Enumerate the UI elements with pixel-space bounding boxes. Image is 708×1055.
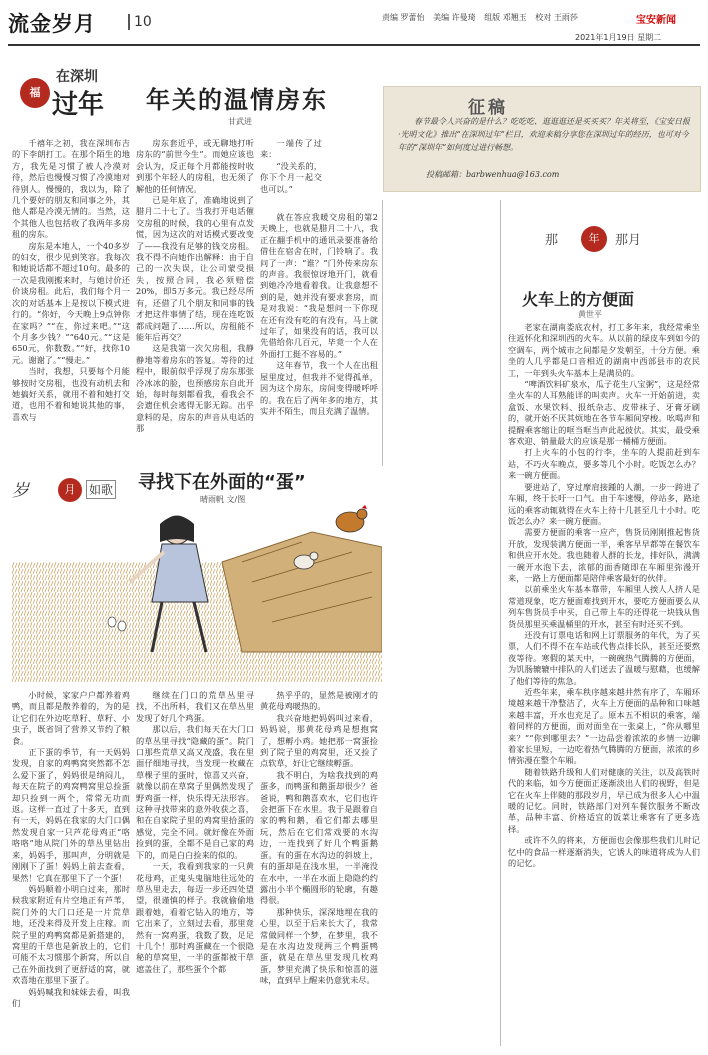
header-rule <box>8 44 700 46</box>
column-divider <box>500 200 501 1046</box>
paragraph: 房东套近乎，或无聊地打听房东的“前世今生”。而她应该也会认为，反正每个月都能按时收到那个年轻人的房租，也无须了解他的任何情况。 <box>136 138 254 194</box>
call-title: 征稿 <box>468 98 508 118</box>
paragraph: 这是我第一次欠房租，我静静地等着房东的答复。等待的过程中，眼前似乎浮现了房东那张冷冰冰的脸，也预感房东自此开始，每时每刻都看我，看我会不会遗住机会逃得无影无踪。出乎意料的是，房东的声音从电话的那 <box>136 343 254 434</box>
article1-column-3b <box>260 212 378 460</box>
paragraph: 要进站了，穿过摩肩接踵的人潮，一步一跨进了车厢，终于长吁一口气。由于车速慢，停站多，路途远的乘客动辄就得在火车上待十几甚至几十小时。吃饭怎么办？来一碗方便面。 <box>508 481 700 526</box>
issue-date: 2021年1月19日 星期二 <box>575 33 662 42</box>
article2-column-1 <box>12 690 130 1046</box>
paragraph: 千禧年之初，我在深圳布吉的下李朗打工。在那个陌生的地方，我先是习惯了被人冷漠对待，然后也慢慢习惯了冷漠地对待别人。慢慢的，我以为，除了几个要好的朋友和同事之外，其他人都是冷漠无情的。当然，这个其他人也包括收了我两年多房租的房东。 <box>12 138 130 240</box>
article2-column-3 <box>260 690 378 1046</box>
tag-right: 如歌 <box>86 480 116 499</box>
paragraph: 就在答应我暖交房租的第2天晚上，也就是腊月二十八，我正在翻手机中的通讯录要准备给借住在宿舍在时，门铃响了。我问了一声：“谁？”门外传来房东的声音。我很惊讶地开门，就看到她冷冷地看着我。让我意想不到的是，她并没有要求套房，而是对我说：“我是想问一下你现在还有没有吃的有没有，马上就过年了，如果没有的话，我可以先借给你几百元，毕竟一个人在外面打工挺不容易的。” <box>260 212 378 359</box>
newspaper-logo: 宝安新闻 <box>636 15 676 26</box>
paragraph: 还没有订票电话和网上订票服务的年代，为了买票，人们不得不在车站或代售点排长队，甚至还要熬夜等待。寒假的某天中，一碗碗热气腾腾的方便面，为饥肠辘辘中排队的人们送去了温暖与慰藉，也缓解了他们等待的焦急。 <box>508 629 700 686</box>
paragraph: 老家在湖南娄底农村，打工多年来，我经常乘坐往返怀化和深圳西的火车。从以前的绿皮车到如今的空调车，两个城市之间都是夕发朝至，十分方便。乘坐的人几乎都是口音相近的湖南中西部县市的农民工，一年到头火车基本上是满员的。 <box>508 322 700 378</box>
paragraph: 一端传了过来： <box>260 138 322 160</box>
paragraph: 我兴奋地把妈妈叫过来看，妈妈说，那黄花母鸡是想抱窝了，想孵小鸡。她把那一窝蛋捡到了院子里的鸡窝里，还又捡了点软草，好让它继续孵蛋。 <box>260 712 378 769</box>
paragraph: “没关系的，你下个月一起交也可以。” <box>260 160 322 194</box>
paragraph: 那种快乐，深深地埋在我的心里，以至于后来长大了，我常常做同样一个梦，在梦里，我不是在水沟边发现两三个鸭蛋鸭蛋，就是在草丛里发现几枚鸡蛋，梦里充满了快乐和惊喜的滋味，直到早上醒来仍意犹未尽。 <box>260 906 378 986</box>
tag-right: 那月 <box>615 233 642 248</box>
article1-column-1 <box>12 138 130 460</box>
paragraph: 近些年来，乘车秩序越来越井然有序了，车厢环境越来越干净整洁了，火车上方便面的品种和口味越来越丰富，开水也充足了。原本五不相识的乘客，端着同样的方便面，面对面坐在一张桌上，“你从哪里来？”“你到哪里去？”一边品尝着浓浓的乡情一边聊着家长里短，一边吃着热气腾腾的方便面，浓浓的乡情弥漫在整个车厢。 <box>508 687 700 766</box>
illustration-girl-chickens <box>12 502 382 682</box>
chicken-icon <box>336 505 367 532</box>
credit-editor: 责编 罗蕾怡 <box>382 13 425 22</box>
article3-title: 火车上的方便面 <box>522 290 635 309</box>
paragraph: 小时候，家家户户都养着鸡鸭，而且都是散养着的，为的是让它们在外边吃草籽、草籽、小虫子，既省饲了营养又节约了粮食。 <box>12 690 130 746</box>
tag-circle-icon: 年 <box>581 226 607 252</box>
page-number: 10 <box>128 14 152 30</box>
column-tag-nanian <box>545 226 663 252</box>
call-text: 春节最令人兴奋的是什么？吃吃吃、逛逛逛还是买买买？年关将至，《宝安日报·光明文化》推出“在深圳过年”栏目，欢迎来稿分享您在深圳过年的经历，也可对今年的“深圳年”如何度过进行畅想。 <box>398 117 690 152</box>
article2-title: 寻找下在外面的“蛋” <box>138 472 306 493</box>
paragraph: 或许不久的将来，方便面也会像那些我们儿时记忆中的食品一样逐渐消失，它诱人的味道将成为人们的记忆。 <box>508 835 700 869</box>
article1-column-2 <box>136 138 254 460</box>
call-for-submissions <box>383 86 701 192</box>
section-title: 流金岁月 <box>8 12 96 36</box>
credit-proof: 校对 王雨莎 <box>535 13 578 22</box>
article1-column-3a <box>260 138 322 208</box>
paragraph: “啤酒饮料矿泉水，瓜子花生八宝粥”，这是经常坐火车的人耳熟能详的叫卖声。火车一开始前进，卖盒饭、水果饮料、报纸杂志、皮带袜子、牙膏牙刷的，就开始不厌其烦地在各节车厢间穿梭。吆喝声和提醒乘客缩让的哐当哐当声此起彼伏。其实，最受乘客欢迎、销量最大的应该是那一桶桶方便面。 <box>508 379 700 447</box>
paragraph: 继续在门口的荒草丛里寻找，不出所料，我们又在草丛里发现了好几个鸡蛋。 <box>136 690 254 723</box>
paragraph: 热乎乎的，显然是被刚才的黄花母鸡暖热的。 <box>260 690 378 712</box>
fu-seal-icon: 福 <box>20 78 50 108</box>
article3-byline: 黄世平 <box>578 310 602 319</box>
paragraph: 房东是本地人，一个40多岁的妇女，很少见到笑容。我每次和她说话都不超过10句。最多的一次是我刚搬来时，与她讨价还价谈房租。此后，我们每个月一次的对话基本上是按以下模式进行的。“你好，今天晚上9点钟你在家吗？”“在，你过来吧。”“这个月多少钱？”“640元。”“这是650元，你数数。”“好，找你10元。谢谢了。”“慢走。” <box>12 240 130 365</box>
editor-credits <box>382 12 584 23</box>
paragraph: 正下蛋的季节，有一天妈妈发现，自家的鸡鸭窝突然都不怎么爱下蛋了，妈妈很是纳闷儿，每天在院子的鸡窝鸭窝里总捡蛋却只捡到一两个，常常无功而返。这样一直过了十多天，直到有一天，妈妈在我家的大门口偶然发现自家一只芦花母鸡正“咯咯咯”地从院门外的草丛里钻出来，妈妈手，那叫声，分明就是刚刚下了蛋！妈妈上前去查看，果然！它真在那里下了一个蛋！ <box>12 747 130 883</box>
paragraph: 打上火车的小包的行李，坐车的人提前赶到车站，不巧火车晚点，要多等几个小时。吃饭怎么办？来一碗方便面。 <box>508 447 700 481</box>
call-email: 投稿邮箱：barbwenhua@163.com <box>426 170 560 179</box>
paragraph: 当时，我想，只要每个月能够按时交房租，也没有动机去和她搞好关系，就用不着和她打交道，也用不着和她说其他的事，喜欢与 <box>12 366 130 422</box>
paragraph: 这年春节，我一个人在出租屋里度过，但我并不觉得孤单，因为这个房东，房间变得暖呼呼的。我在后了两年多的地方，其实并不陌生，而且充满了温情。 <box>260 360 378 416</box>
article2-column-2 <box>136 690 254 1046</box>
paragraph: 需要方便面的乘客一应产，售货员刚刚推起售货开放，发现装满方便面一半，乘客早早都等在餐饮车和供应开水处。我也随着人群的长龙，排好队，满满一碗开水泡下去，浓郁的面香随即在车厢里弥漫开来，一路上方便面都是陪伴乘客最好的伙伴。 <box>508 527 700 583</box>
paragraph: 那以后，我们每天在大门口的草丛里寻找“隐藏的蛋”。院门口那些荒草又高又茂盛，我在里面仔细地寻找，当发现一枚藏在草棵子里的蛋时，惊喜又兴奋，就像以前在草窝子里偶然发现了野鸡蛋一样，快乐得无法形容。这种寻找带来的意外收获之喜，和在自家院子里的鸡窝里拾蛋的感觉，完全不同。就好像在外面捡到的蛋，全都不是自己家的鸡下的，而是白白捡来的似的。 <box>136 724 254 860</box>
paragraph: 妈妈喊我和妹妹去看，叫我们 <box>12 986 130 1008</box>
paragraph: 我不明白，为啥我找到的鸡蛋多，而鸭蛋和鹅蛋却很少？爸爸说，鸭和鹅喜欢水，它们也许会把蛋下在水里。我于是跟着自家的鸭和鹅，看它们都去哪里玩，然后在它们常戏要的水沟边，一连找到了好几个鸭蛋鹅蛋。有的蛋在水沟边的斜坡上，有的蛋却是在浅水里，一半淹没在水中，一半在水面上隐隐约约露出小半个椭圆形的轮廓，有趣得很。 <box>260 769 378 906</box>
tag-left: 岁 <box>12 481 29 501</box>
badge-line1: 在深圳 <box>56 69 98 85</box>
haystack <box>222 532 382 652</box>
credit-designer: 美编 许曼琦 <box>433 13 476 22</box>
paragraph: 妈妈顺着小明白过来，那时候我家附近有片空地正有芦苇，院门外的大门口还是一片荒草地，还没来得及开发上庄稼。而院子里的鸡鸭窝都是新搭建的，窝里的干草也是新放上的，它们可能不太习惯那个新窝，所以自己在外面找到了更舒适的窝，就欢喜地在那里下蛋了。 <box>12 883 130 986</box>
paragraph: 一天，我看到我家的一只黄花母鸡，正鬼头鬼脑地往远处的草丛里走去，每迈一步还四处望望，很谨慎的样子。我就偷偷地跟着她，看着它钻入的地方，等它出来了，立刻过去看，那里竟然有一窝鸡蛋，我数了数，足足十几个！那时鸡蛋藏在一个很隐秘的草窝里，一半的蛋都被干草遮盖住了，那些蛋个个都 <box>136 861 254 974</box>
paragraph: 已是年底了，准确地说到了腊月二十七了。当我打开电话催交房租的时候，我的心里有点发慌，因为这次的对话模式要改变了——我没有足够的钱交房租。我不得不向她作出解释：由于自己的一次失误，让公司蒙受损失，按照合同，我必须赔偿20%，即5万多元。我已经尽所有，还借了几个朋友和同事的钱才把这件事情了结，现在连吃饭都成问题了……所以，房租能不能年后再交？ <box>136 195 254 342</box>
article1-title: 年关的温情房东 <box>146 86 328 114</box>
article2-byline: 晴雨帆 文/图 <box>200 495 246 504</box>
badge-line2: 过年 <box>52 90 105 120</box>
credit-layout: 组版 邓翘玉 <box>484 13 527 22</box>
tag-circle-icon: 月 <box>58 478 82 502</box>
tag-left: 那 <box>545 233 559 248</box>
column-badge <box>12 62 144 120</box>
article3-column <box>508 322 700 1046</box>
article1-byline: 甘武进 <box>228 117 252 126</box>
paragraph: 随着铁路升级和人们对健康的关注，以及高铁时代的来临，如今方便面正逐渐淡出人们的视野，但是它在火车上伴随的那段岁月，早已成为很多人心中温暖的记忆。同时，铁路部门对列车餐饮服务不断改革，品种丰富、价格适宜的饭菜让乘客有了更多选择。 <box>508 766 700 834</box>
paragraph: 以前乘坐火车基本靠带，车厢里人挨人人挤人是常道现象，吃方便面难找到开水，要吃方便面要么从列车售货员手中买，自己带上车的还得花一块钱从售货员那里买乘温桶里的开水，甚至有时还买不到。 <box>508 584 700 629</box>
column-divider <box>382 200 383 466</box>
page-header <box>0 0 708 44</box>
